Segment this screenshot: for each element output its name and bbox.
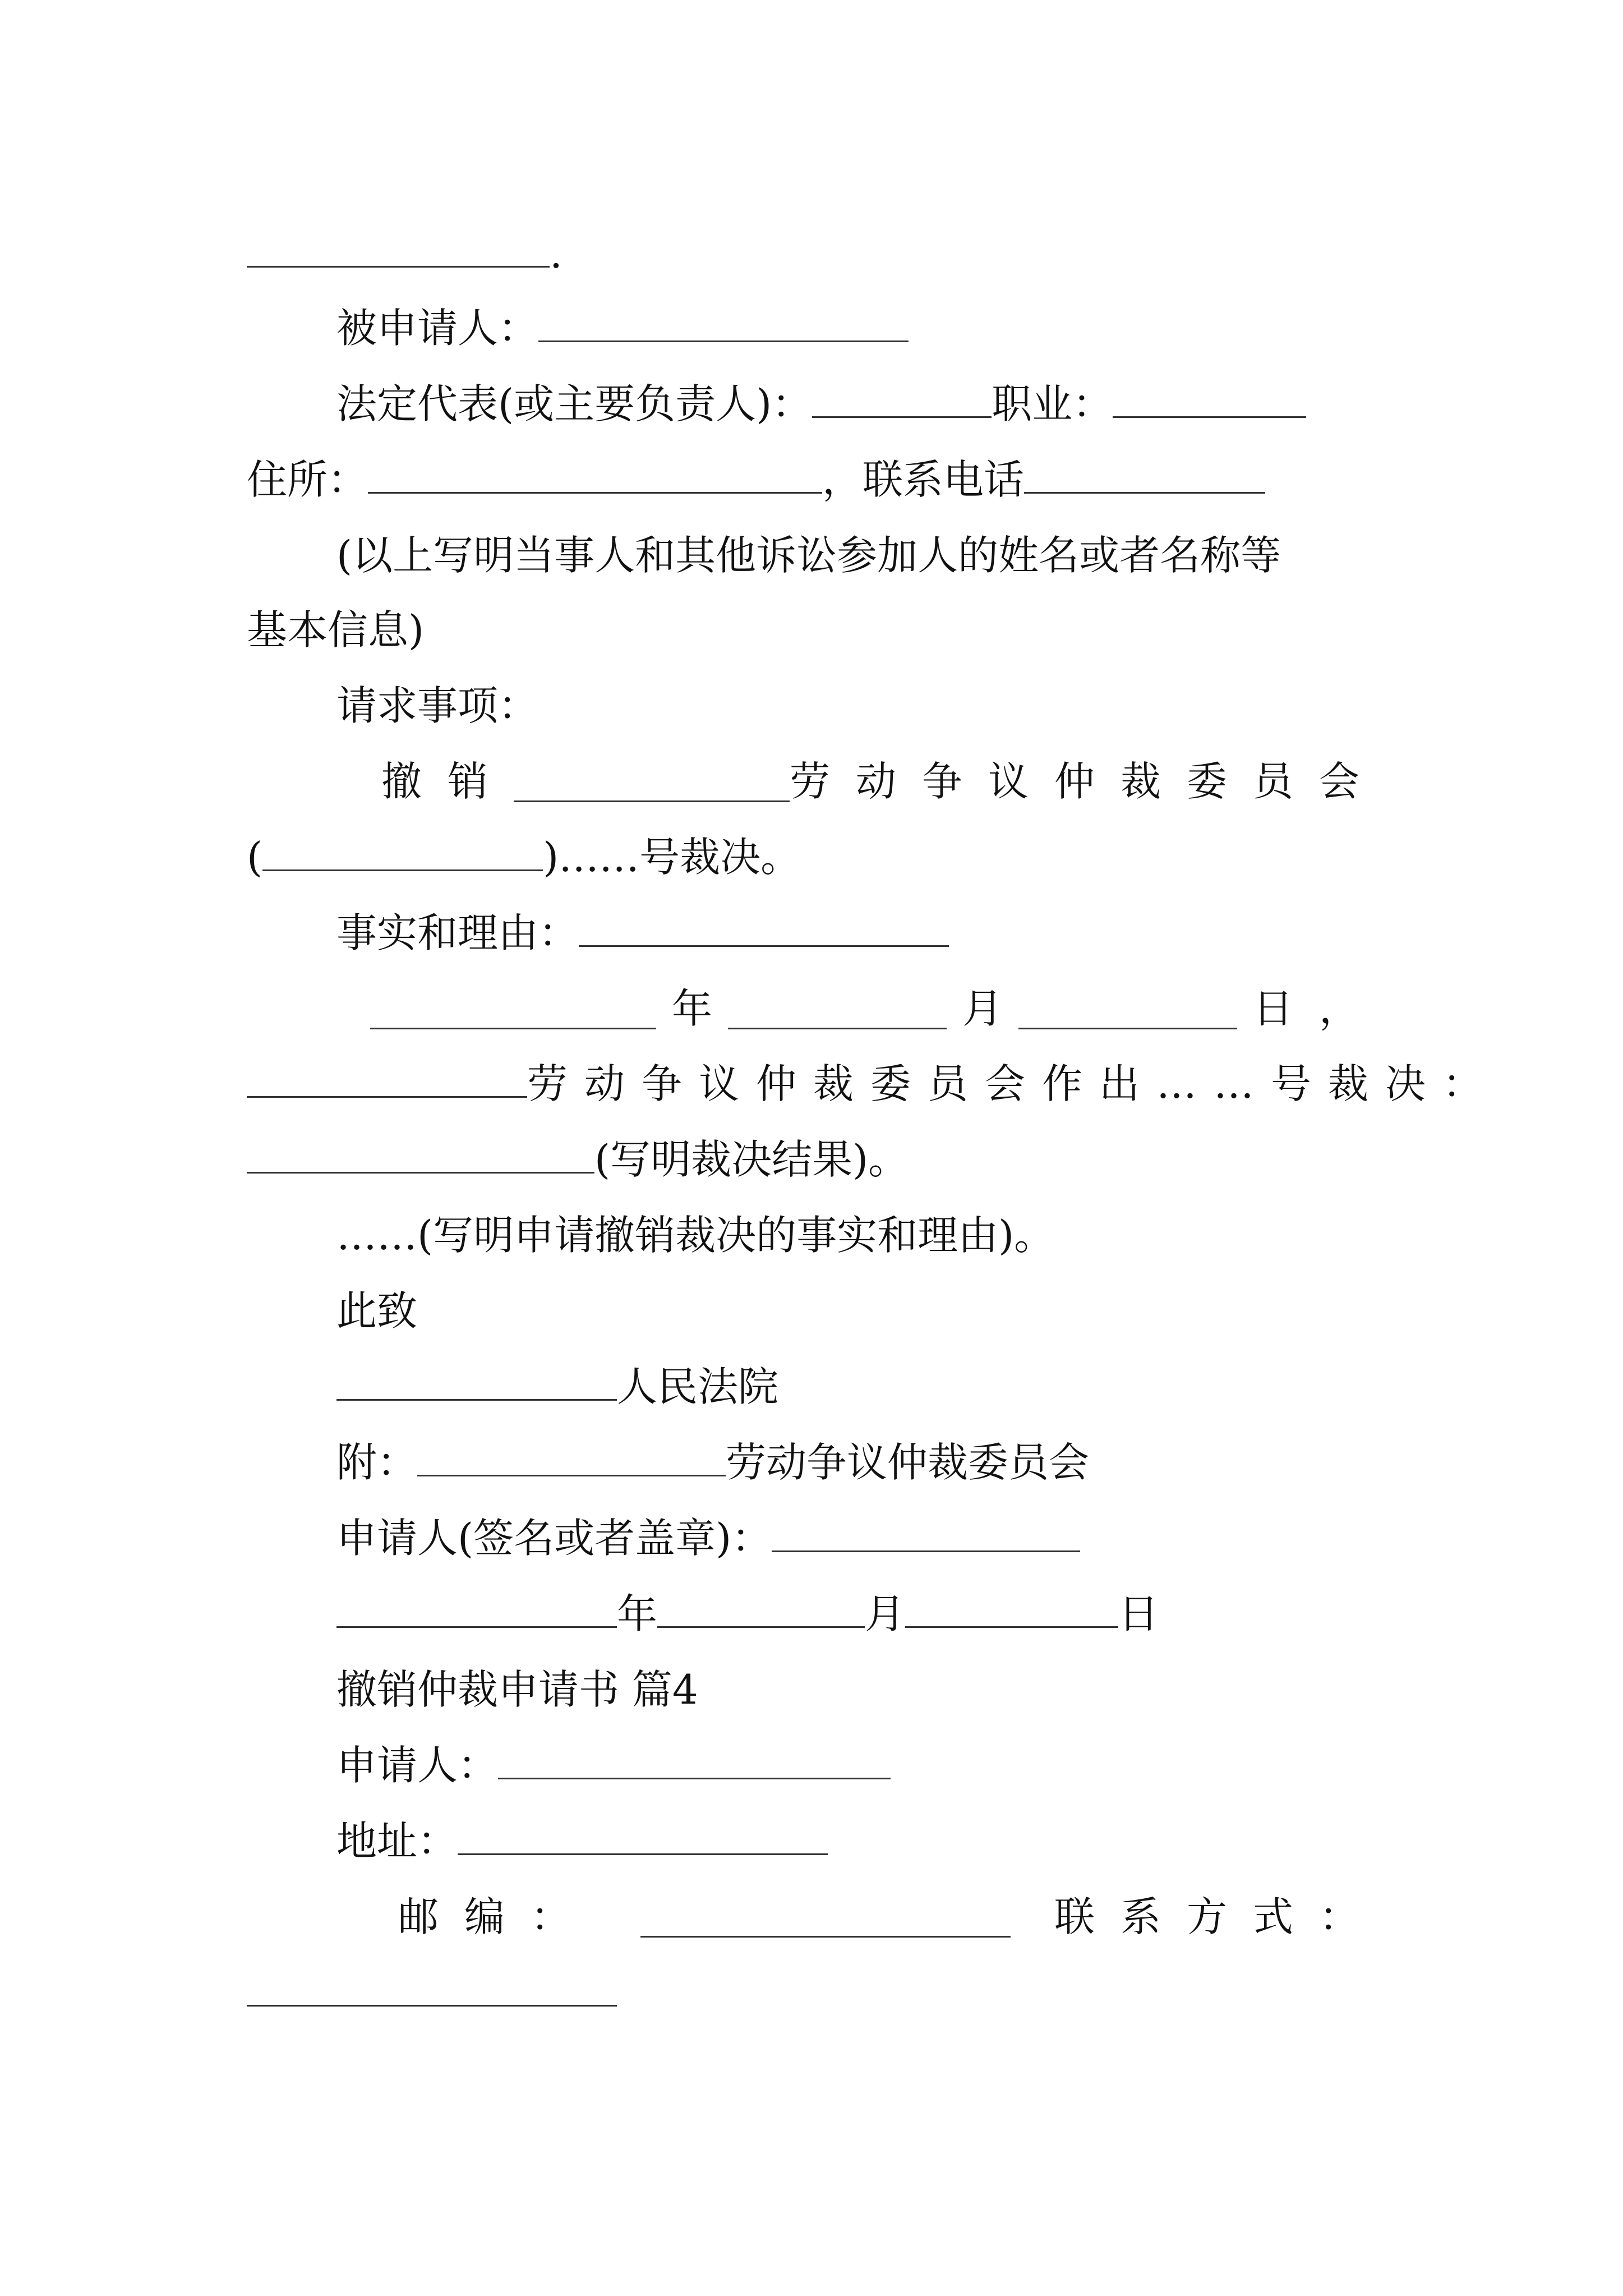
respondent-label: 被申请人： (336, 305, 539, 352)
sign-month-blank[interactable] (657, 1587, 865, 1628)
legal-rep-blank[interactable] (812, 377, 992, 418)
phone-blank[interactable] (1024, 453, 1265, 494)
address-blank[interactable] (368, 453, 822, 494)
address2-label: 地址： (336, 1818, 458, 1865)
note-line-cont: 基本信息) (247, 606, 425, 654)
sign-day-label: 日 (1118, 1590, 1159, 1637)
doc-line-1 (247, 220, 1385, 287)
applicant-blank[interactable] (498, 1738, 891, 1779)
ruling-number-line (247, 823, 1385, 891)
signature-blank[interactable] (772, 1511, 1080, 1552)
revoke-line (247, 748, 1385, 815)
commission-ruling-text: 劳动争议仲裁委员会作出……号裁决： (527, 1060, 1500, 1107)
revoke-label: 撤销 (381, 758, 514, 805)
contact-label: 联系方式： (1054, 1893, 1385, 1940)
applicant-label: 申请人： (336, 1742, 499, 1789)
court-blank[interactable] (336, 1360, 617, 1401)
address2-blank[interactable] (458, 1814, 828, 1855)
period: . (550, 230, 562, 277)
sign-year-label: 年 (617, 1590, 658, 1637)
job-label: 职业： (992, 380, 1113, 427)
sign-day-blank[interactable] (905, 1587, 1118, 1628)
note-line: (以上写明当事人和其他诉讼参加人的姓名或者名称等 (336, 532, 1281, 579)
sign-month-label: 月 (865, 1590, 906, 1637)
applicant-line (247, 1732, 1475, 1799)
month-label: 月 (962, 985, 1003, 1032)
result-blank[interactable] (247, 1133, 594, 1174)
facts-label: 事实和理由： (336, 909, 579, 956)
ruling-result-line (247, 1126, 1385, 1193)
day-label: 日， (1252, 985, 1385, 1032)
court-label: 人民法院 (617, 1363, 779, 1410)
attachment-blank[interactable] (417, 1435, 726, 1476)
revoke-blank[interactable] (514, 761, 790, 802)
contact-line-cont (247, 1959, 1385, 2026)
legal-rep-label: 法定代表(或主要负责人)： (336, 380, 813, 427)
ruling-suffix: )……号裁决。 (543, 834, 801, 881)
zip-label: 邮编： (398, 1893, 597, 1940)
respondent-line (247, 295, 1475, 362)
year-label: 年 (671, 985, 712, 1032)
facts-blank[interactable] (579, 906, 949, 947)
reason-line: ……(写明申请撤销裁决的事实和理由)。 (336, 1212, 1055, 1259)
zip-contact-line (247, 1883, 1385, 1950)
facts-line (247, 899, 1475, 967)
legal-rep-line (247, 370, 1475, 438)
attachment-line (247, 1429, 1475, 1496)
zip-blank[interactable] (640, 1897, 1011, 1938)
address2-line (247, 1807, 1475, 1875)
commission-ruling-line (247, 1050, 1500, 1117)
year-blank[interactable] (370, 988, 656, 1029)
address-label: 住所： (247, 456, 368, 503)
commission-blank[interactable] (247, 1057, 527, 1098)
day-blank[interactable] (1018, 988, 1237, 1029)
salutation: 此致 (336, 1287, 418, 1335)
ruling-blank[interactable] (262, 830, 543, 871)
commission-label: 劳动争议仲裁委员会 (789, 758, 1385, 805)
phone-label: ，联系电话 (822, 456, 1025, 503)
job-blank[interactable] (1113, 377, 1306, 418)
attachment-label: 附： (336, 1439, 418, 1486)
address-line (247, 446, 1385, 513)
blank-field[interactable] (247, 227, 550, 268)
court-line (247, 1353, 1475, 1420)
section-heading: 撤销仲裁申请书 篇4 (336, 1666, 698, 1713)
sign-year-blank[interactable] (336, 1587, 617, 1628)
month-blank[interactable] (728, 988, 947, 1029)
claims-heading: 请求事项： (336, 682, 539, 729)
ruling-result-text: (写明裁决结果)。 (594, 1136, 909, 1183)
open-paren: ( (247, 834, 263, 881)
respondent-blank[interactable] (538, 301, 909, 342)
sign-date-line (247, 1580, 1475, 1648)
contact-blank[interactable] (247, 1966, 617, 2007)
date-line (247, 975, 1385, 1042)
applicant-sign-label: 申请人(签名或者盖章)： (336, 1515, 772, 1562)
applicant-sign-line (247, 1504, 1475, 1572)
attachment-text: 劳动争议仲裁委员会 (726, 1439, 1090, 1486)
